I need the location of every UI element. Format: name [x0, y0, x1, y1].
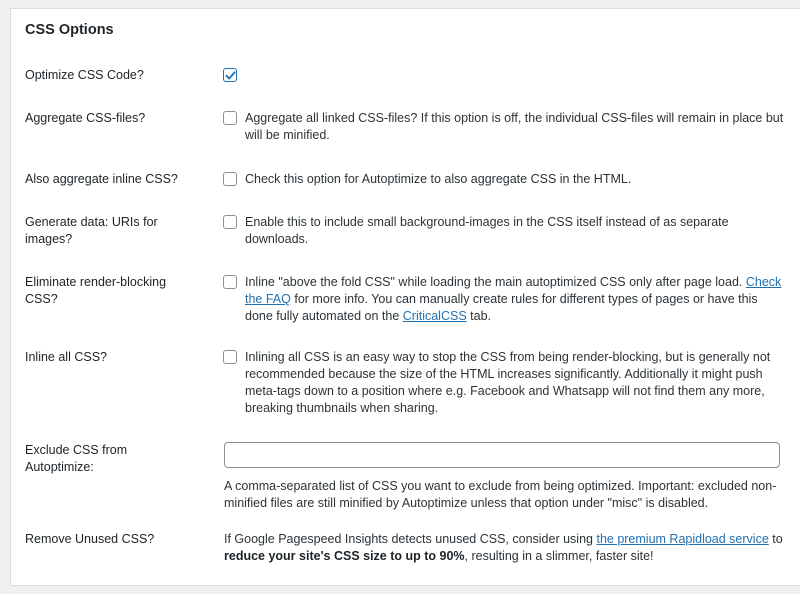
remove-unused-bold-text: reduce your site's CSS size to up to 90%	[224, 549, 465, 563]
data-uris-description: Enable this to include small background-images in the CSS itself instead of as separate downloads.	[245, 215, 729, 246]
render-blocking-text-1: Inline "above the fold CSS" while loading the main autoptimized CSS only after page load.	[245, 275, 743, 289]
inline-all-label: Inline all CSS?	[25, 350, 107, 364]
exclude-css-input[interactable]	[224, 442, 780, 468]
inline-all-checkbox[interactable]	[223, 350, 237, 364]
checkmark-icon	[224, 69, 237, 82]
data-uris-checkbox[interactable]	[223, 215, 237, 229]
css-options-panel	[10, 8, 800, 586]
remove-unused-text-1: If Google Pagespeed Insights detects unused CSS, consider using	[224, 532, 593, 546]
aggregate-css-description: Aggregate all linked CSS-files? If this option is off, the individual CSS-files will remain in place but will be minified.	[245, 111, 784, 142]
inline-aggregate-label: Also aggregate inline CSS?	[25, 172, 178, 186]
remove-unused-label: Remove Unused CSS?	[25, 532, 155, 546]
criticalcss-tab-link[interactable]: CriticalCSS	[402, 309, 467, 323]
inline-aggregate-checkbox[interactable]	[223, 172, 237, 186]
remove-unused-description	[224, 531, 784, 565]
section-title: CSS Options	[25, 22, 114, 38]
data-uris-label: Generate data: URIs for images?	[25, 215, 158, 246]
render-blocking-checkbox[interactable]	[223, 275, 237, 289]
inline-all-description: Inlining all CSS is an easy way to stop the CSS from being render-blocking, but is generally not recommended because the size of the HTML increases significantly. Additionally it might push meta-tags down to a position where e.g. Facebook and Whatsapp will not find them any more, breaking thumbnails when sharing.	[245, 350, 771, 415]
aggregate-css-label: Aggregate CSS-files?	[25, 111, 146, 125]
exclude-css-description: A comma-separated list of CSS you want to exclude from being optimized. Important: excluded non-minified files are still minified by Autoptimize unless that option under "misc" is disabled.	[224, 479, 777, 510]
aggregate-css-checkbox[interactable]	[223, 111, 237, 125]
rapidload-service-link[interactable]: the premium Rapidload service	[596, 532, 769, 546]
remove-unused-text-3: , resulting in a slimmer, faster site!	[464, 549, 654, 563]
optimize-css-checkbox[interactable]	[223, 68, 237, 82]
check-faq-link[interactable]: Check the FAQ	[245, 275, 782, 306]
optimize-css-label: Optimize CSS Code?	[25, 68, 144, 82]
render-blocking-text-3: tab.	[470, 309, 492, 323]
inline-aggregate-description: Check this option for Autoptimize to also aggregate CSS in the HTML.	[245, 172, 632, 186]
render-blocking-label: Eliminate render-blocking CSS?	[25, 275, 167, 306]
exclude-css-label: Exclude CSS from Autoptimize:	[25, 443, 128, 474]
render-blocking-text-2: for more info. You can manually create rules for different types of pages or have this done fully automated on the	[245, 292, 758, 323]
remove-unused-text-2: to	[772, 532, 783, 546]
render-blocking-description	[245, 274, 785, 325]
